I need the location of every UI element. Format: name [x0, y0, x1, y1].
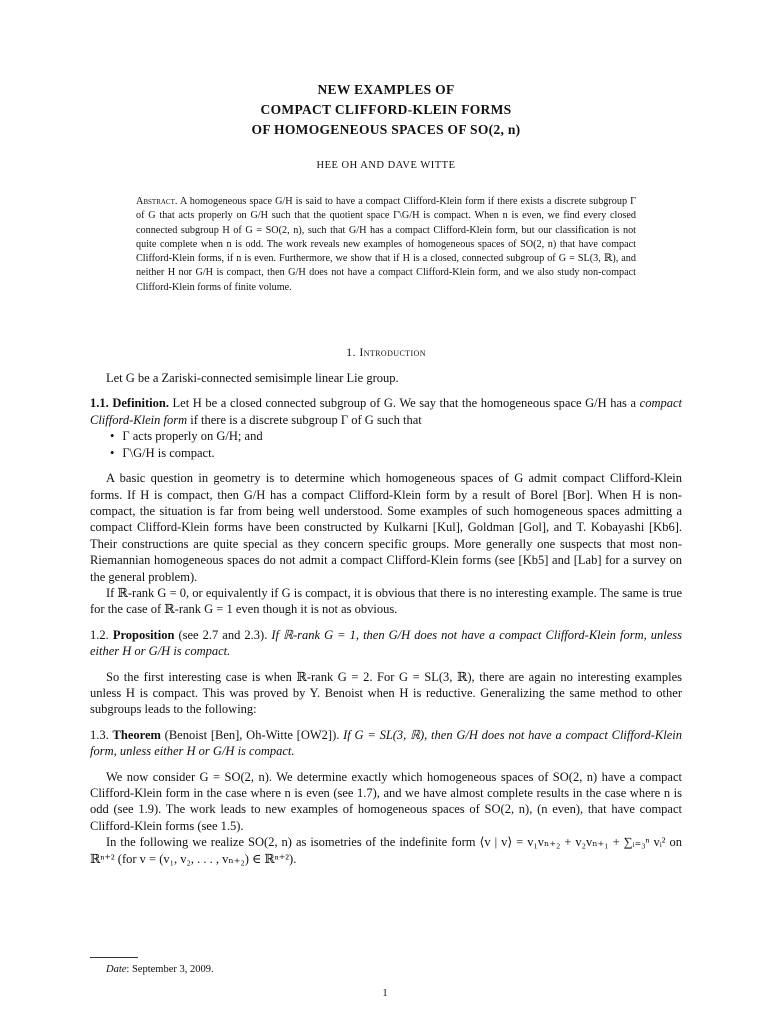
definition-text-a: Let H be a closed connected subgroup of G. We say that the homogeneous space G/H has a	[168, 396, 640, 411]
title-line-2: COMPACT CLIFFORD-KLEIN FORMS	[260, 102, 512, 117]
paragraph-6: In the following we realize SO(2, n) as isometries of the indefinite form ⟨v | v⟩ = v₁vₙ₊₂ + v₂vₙ₊₁ + ∑ᵢ₌₃ⁿ vᵢ² on ℝⁿ⁺² (for v = (v₁, v₂, . . . , vₙ₊₂) ∈ ℝⁿ⁺²).	[90, 835, 682, 866]
definition-1-1	[90, 395, 682, 428]
paper-page	[90, 80, 682, 867]
definition-bullets	[110, 428, 682, 461]
footnote-label: Date	[106, 964, 127, 975]
definition-text-b: if there is a discrete subgroup Γ of G such that	[187, 412, 422, 427]
bullet-item: • Γ acts properly on G/H; and	[110, 428, 682, 444]
paragraph-5: We now consider G = SO(2, n). We determine exactly which homogeneous spaces of SO(2, n) have a compact Clifford-Klein form in the case where n is even (see 1.7), and we have almost complete results in the case where n is odd (see 1.9). The work leads to new examples of homogeneous spaces of SO(2, n), (n even), that have compact Clifford-Klein forms (see 1.5).	[90, 769, 682, 833]
abstract	[136, 195, 636, 295]
definition-label: 1.1. Definition.	[90, 396, 169, 411]
authors: HEE OH AND DAVE WITTE	[316, 160, 456, 171]
proposition-number: 1.2.	[90, 627, 109, 642]
theorem-label: Theorem	[112, 727, 161, 742]
bullet-item: • Γ\G/H is compact.	[110, 445, 682, 461]
paragraph-1: Let G be a Zariski-connected semisimple linear Lie group.	[106, 371, 399, 386]
abstract-text: A homogeneous space G/H is said to have a compact Clifford-Klein form if there exists a discrete subgroup Γ of G that acts properly on G/H such that the quotient space Γ\G/H is compact. When n is even, we find every closed connected subgroup H of G = SO(2, n), such that G/H has a compact Clifford-Klein form, but our classification is not quite complete when n is odd. The work reveals new examples of homogeneous spaces of SO(2, n) that have compact Clifford-Klein forms, if n is even. Furthermore, we show that if H is a closed, connected subgroup of G = SL(3, ℝ), and neither H nor G/H is compact, then G/H does not have a compact Clifford-Klein form, and we also study non-compact Clifford-Klein forms of finite volume.	[136, 196, 637, 293]
section-heading	[90, 345, 682, 360]
theorem-text: If G = SL(3, ℝ), then G/H does not have a compact Clifford-Klein form, unless either H or G/H is compact.	[90, 727, 682, 759]
section-number: 1.	[346, 345, 356, 360]
footnote	[106, 964, 214, 975]
proposition-ref: (see 2.7 and 2.3).	[174, 627, 268, 642]
page-number: 1	[382, 988, 388, 999]
title-line-3: OF HOMOGENEOUS SPACES OF SO(2, n)	[251, 122, 521, 137]
proposition-label: Proposition	[112, 627, 175, 642]
theorem-1-3	[90, 727, 682, 760]
theorem-ref: (Benoist [Ben], Oh-Witte [OW2]).	[160, 727, 340, 742]
footnote-rule	[90, 957, 138, 958]
section-title: Introduction	[359, 345, 426, 360]
abstract-label: Abstract.	[136, 196, 178, 207]
theorem-number: 1.3.	[90, 727, 109, 742]
footnote-text: : September 3, 2009.	[126, 964, 214, 975]
paragraph-3: If ℝ-rank G = 0, or equivalently if G is compact, it is obvious that there is no interesting example. The same is true for the case of ℝ-rank G = 1 even though it is not as obvious.	[90, 585, 682, 617]
paragraph-2: A basic question in geometry is to determine which homogeneous spaces of G admit compact Clifford-Klein forms. If H is compact, then G/H has a compact Clifford-Klein form by a result of Borel [Bor]. When H is non-compact, the situation is far from being well understood. Some examples of such homogeneous spaces admitting a compact Clifford-Klein forms have been constructed by Kulkarni [Kul], Goldman [Gol], and T. Kobayashi [Kb6]. Their constructions are quite special as they concern specific groups. More generally one suspects that most non-Riemannian homogeneous spaces do not admit a compact Clifford-Klein forms (see [Kb5] and [Lab] for a survey on the general problem).	[90, 471, 682, 584]
title-line-1: NEW EXAMPLES OF	[317, 82, 455, 97]
paragraph-4: So the first interesting case is when ℝ-rank G = 2. For G = SL(3, ℝ), there are again no interesting examples unless H is compact. This was proved by Y. Benoist when H is reductive. Generalizing the same method to other subgroups leads to the following:	[90, 669, 682, 717]
paper-title	[90, 80, 682, 140]
proposition-1-2	[90, 627, 682, 660]
proposition-text: If ℝ-rank G = 1, then G/H does not have a compact Clifford-Klein form, unless either H or G/H is compact.	[90, 627, 683, 659]
definition-emphasis: compact Clifford-Klein form	[90, 396, 682, 427]
